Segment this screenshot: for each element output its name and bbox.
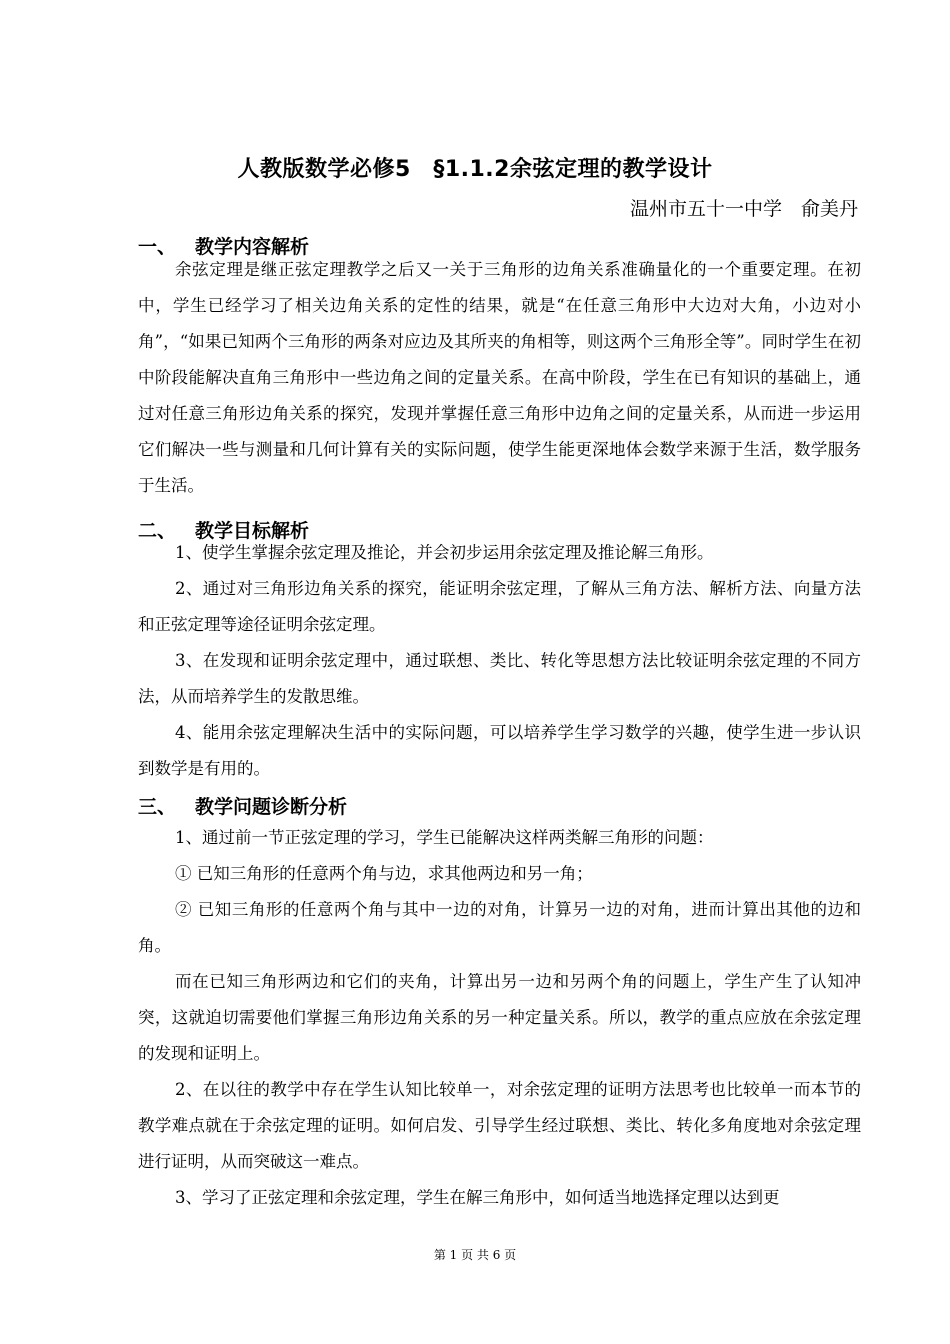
paragraph: ① 已知三角形的任意两个角与边，求其他两边和另一角； bbox=[175, 864, 593, 883]
section-number: 三、 bbox=[138, 796, 177, 818]
paragraph: 3、学习了正弦定理和余弦定理，学生在解三角形中，如何适当地选择定理以达到更 bbox=[175, 1188, 780, 1207]
section-number: 一、 bbox=[138, 236, 177, 258]
paragraph: 4、能用余弦定理解决生活中的实际问题，可以培养学生学习数学的兴趣，使学生进一步认识到数学是有用的。 bbox=[138, 723, 861, 778]
section-title: 教学内容解析 bbox=[195, 236, 310, 258]
section-heading-3 bbox=[138, 792, 347, 819]
paragraph: 1、使学生掌握余弦定理及推论，并会初步运用余弦定理及推论解三角形。 bbox=[175, 543, 714, 562]
paragraph: 余弦定理是继正弦定理教学之后又一关于三角形的边角关系准确量化的一个重要定理。在初中，学生已经学习了相关边角关系的定性的结果，就是“在任意三角形中大边对大角，小边对小角”，“如果已知两个三角形的两条对应边及其所夹的角相等，则这两个三角形全等”。同时学生在初中阶段能解决直角三角形中一些边角之间的定量关系。在高中阶段，学生在已有知识的基础上，通过对任意三角形边角关系的探究，发现并掌握任意三角形中边角之间的定量关系，从而进一步运用它们解决一些与测量和几何计算有关的实际问题，使学生能更深地体会数学来源于生活，数学服务于生活。 bbox=[138, 260, 861, 495]
section-title: 教学问题诊断分析 bbox=[195, 796, 348, 818]
paragraph: 2、通过对三角形边角关系的探究，能证明余弦定理，了解从三角方法、解析方法、向量方法和正弦定理等途径证明余弦定理。 bbox=[138, 579, 861, 634]
paragraph: 1、通过前一节正弦定理的学习，学生已能解决这样两类解三角形的问题： bbox=[175, 828, 714, 847]
author-line: 温州市五十一中学 俞美丹 bbox=[629, 198, 858, 220]
page-footer: 第 1 页 共 6 页 bbox=[433, 1248, 517, 1262]
section-title: 教学目标解析 bbox=[195, 520, 310, 542]
paragraph: ② 已知三角形的任意两个角与其中一边的对角，计算另一边的对角，进而计算出其他的边和角。 bbox=[138, 900, 861, 955]
document-title: 人教版数学必修5 §1.1.2余弦定理的教学设计 bbox=[237, 157, 713, 182]
paragraph: 而在已知三角形两边和它们的夹角，计算出另一边和另两个角的问题上，学生产生了认知冲突，这就迫切需要他们掌握三角形边角关系的另一种定量关系。所以，教学的重点应放在余弦定理的发现和证明上。 bbox=[138, 972, 861, 1063]
paragraph: 2、在以往的教学中存在学生认知比较单一，对余弦定理的证明方法思考也比较单一而本节的教学难点就在于余弦定理的证明。如何启发、引导学生经过联想、类比、转化多角度地对余弦定理进行证明，从而突破这一难点。 bbox=[138, 1080, 861, 1171]
paragraph: 3、在发现和证明余弦定理中，通过联想、类比、转化等思想方法比较证明余弦定理的不同方法，从而培养学生的发散思维。 bbox=[138, 651, 861, 706]
section-number: 二、 bbox=[138, 520, 177, 542]
